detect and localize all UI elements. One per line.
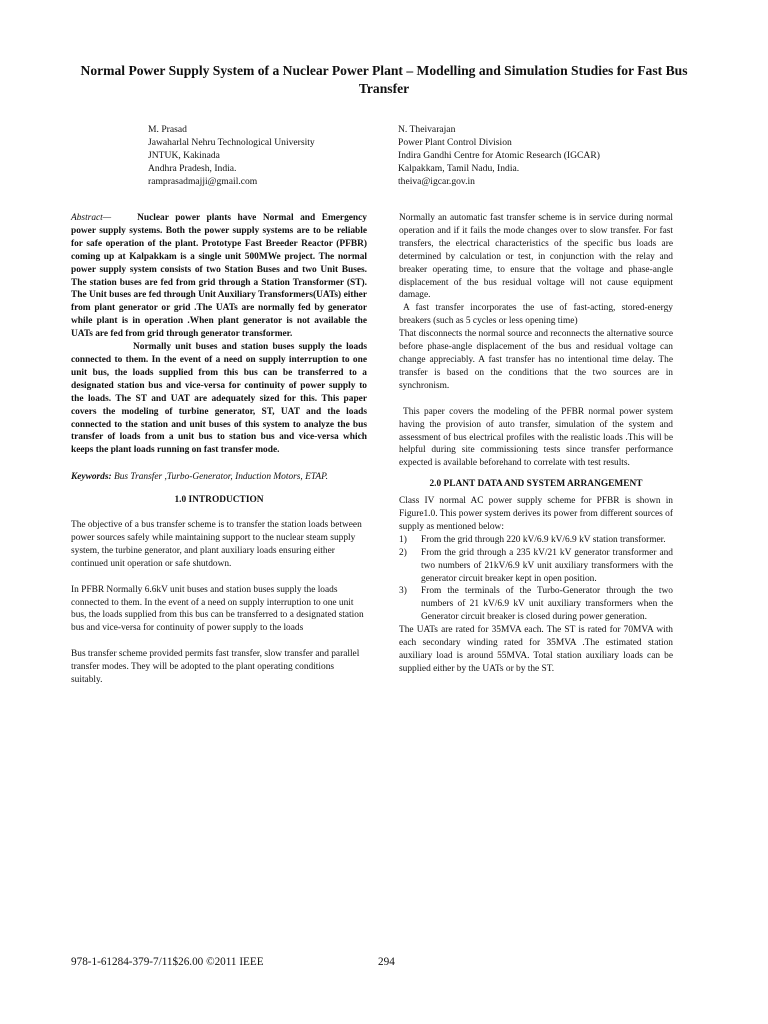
right-paragraph-3: That disconnects the normal source and reconnects the alternative source before phase-angle displacement of the bus and residual voltage can change appreciably. A fast transfer has no intentional time delay. The transfer is based on the conditions that the two sources are in synchronism. <box>399 329 673 391</box>
right-paragraph-1: Normally an automatic fast transfer scheme is in service during normal operation and if it fails the mode changes over to slow transfer. For fast transfers, the electrical characteristics of the specific bus loads are determined by calculation or test, in conjunction with the relay and breaker operating time, to ensure that the voltage and phase-angle displacement of the bus residual voltage will not cause equipment damage. <box>399 213 673 301</box>
list-item <box>399 547 673 586</box>
section-2-paragraph-1: Class IV normal AC power supply scheme for PFBR is shown in Figure1.0. This power system derives its power from different sources of supply as mentioned below: <box>399 496 673 532</box>
right-column <box>399 212 673 676</box>
list-item-number: 1) <box>399 534 407 545</box>
list-item-number: 3) <box>399 586 407 597</box>
intro-heading: 1.0 INTRODUCTION <box>174 495 264 506</box>
abstract-label: Abstract— <box>71 213 112 223</box>
author-affiliation: Power Plant Control Division Indira Gandhi Centre for Atomic Research (IGCAR) Kalpakkam, Tamil Nadu, India. <box>398 137 600 174</box>
list-item-text: From the terminals of the Turbo-Generator through the two numbers of 21 kV/6.9 kV unit auxiliary transformers when the Generator circuit breaker is closed during power generation. <box>421 586 673 623</box>
author-email[interactable]: theiva@igcar.gov.in <box>398 176 475 187</box>
author-name: M. Prasad <box>148 124 187 135</box>
author-email[interactable]: ramprasadmajji@gmail.com <box>148 176 258 187</box>
abstract-paragraph <box>71 212 367 341</box>
author-block-2 <box>398 123 658 188</box>
abstract-text-2: Normally unit buses and station buses supply the loads connected to them. In the event of a need on supply interruption to one unit bus, the loads supplied from this bus can be transferred to a designated station bus and vice-versa for continuity of power supply to the loads. The ST and UAT are adequately sized for this. This paper covers the modeling of turbine generator, ST, UAT and the loads connected to the station and unit buses of this system to analyze the bus transfer of loads from a unit bus to station bus and vice-versa which keeps the plant loads running on fast transfer mode. <box>71 342 367 456</box>
list-item-text: From the grid through 220 kV/6.9 kV/6.9 kV station transformer. <box>421 534 666 545</box>
author-block-1 <box>148 123 408 188</box>
right-paragraph-2: A fast transfer incorporates the use of fast-acting, stored-energy breakers (such as 5 cycles or less opening time) <box>399 303 673 327</box>
list-item-text: From the grid through a 235 kV/21 kV generator transformer and two numbers of 21kV/6.9 kV unit auxiliary transformers with the generator circuit breaker kept in open position. <box>421 547 673 584</box>
keywords-text: Bus Transfer ,Turbo-Generator, Induction Motors, ETAP. <box>113 472 328 483</box>
list-item <box>399 534 673 547</box>
list-item-number: 2) <box>399 547 407 558</box>
footer-isbn: 978-1-61284-379-7/11$26.00 ©2011 IEEE <box>71 956 264 968</box>
page-number: 294 <box>378 956 395 968</box>
right-paragraph-4: This paper covers the modeling of the PFBR normal power system having the provision of auto transfer, simulation of the system and assessment of bus electrical profiles with the realistic loads .This will be helpful during site commissioning tests since transfer performance expected is available beforehand to correlate with test results. <box>399 406 673 469</box>
intro-paragraph-3: Bus transfer scheme provided permits fast transfer, slow transfer and parallel transfer modes. They will be adopted to the plant operating conditions suitably. <box>71 649 360 686</box>
abstract-text-1: Nuclear power plants have Normal and Emergency power supply systems. Both the power supply systems are to be reliable for safe operation of the plant. Prototype Fast Breeder Reactor (PFBR) coming up at Kalpakkam is a single unit 500MWe project. The normal power supply system consists of two Station Buses and two Unit Buses. The station buses are fed from grid through a Station Transformer (ST). The Unit buses are fed through Unit Auxiliary Transformers(UATs) either from plant generator or grid .The UATs are normally fed by generator while plant is in operation .When plant generator is not available the UATs are fed from grid through generator transformer. <box>71 213 367 340</box>
intro-paragraph-1: The objective of a bus transfer scheme is to transfer the station loads between power sources safely while maintaining support to the nuclear steam supply system, the turbine generator, and plant auxiliary loads ensuring either continued unit operation or safe shutdown. <box>71 520 362 569</box>
section-2-heading: 2.0 PLANT DATA AND SYSTEM ARRANGEMENT <box>429 479 643 490</box>
paper-title: Normal Power Supply System of a Nuclear Power Plant – Modelling and Simulation Studies for Fast Bus Transfer <box>80 63 688 96</box>
power-source-list <box>399 534 673 624</box>
keywords-paragraph <box>71 471 367 484</box>
left-column <box>71 212 367 687</box>
author-name: N. Theivarajan <box>398 124 456 135</box>
list-item <box>399 585 673 624</box>
keywords-label: Keywords: <box>71 472 112 483</box>
author-affiliation: Jawaharlal Nehru Technological University JNTUK, Kakinada Andhra Pradesh, India. <box>148 137 315 174</box>
section-2-paragraph-2: The UATs are rated for 35MVA each. The ST is rated for 70MVA with each secondary winding rated for 35MVA .The estimated station auxiliary load is around 55MVA. Total station auxiliary loads can be supplied either by the UATs or by the ST. <box>399 625 673 674</box>
intro-paragraph-2: In PFBR Normally 6.6kV unit buses and station buses supply the loads connected to them. In the event of a need on supply interruption to one unit bus, the loads supplied from this bus can be transferred to a designated station bus and vice-versa for continuity of power supply to the loads <box>71 584 364 634</box>
